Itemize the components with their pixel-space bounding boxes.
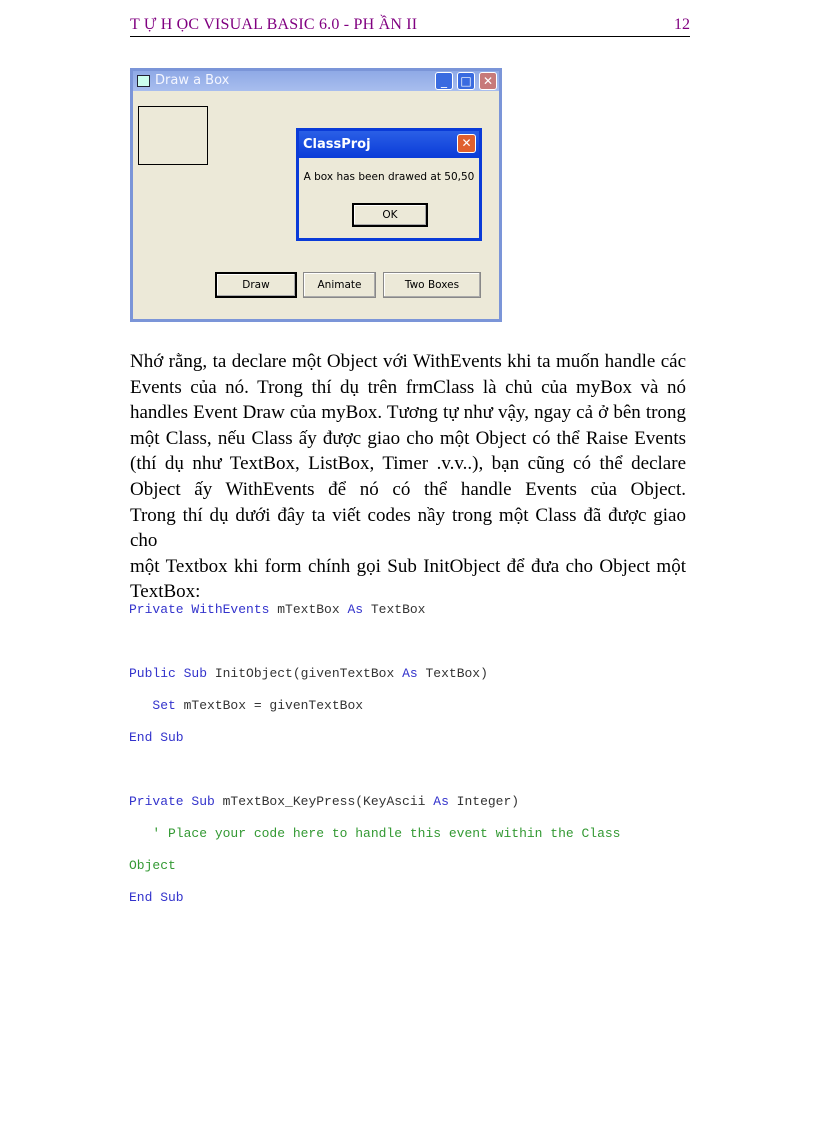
window-title: Draw a Box (155, 73, 230, 88)
paragraph-line: TextBox: (130, 581, 201, 603)
code-block (129, 602, 620, 906)
draw-a-box-window (130, 68, 502, 322)
keyword: Private (129, 602, 184, 617)
animate-button[interactable]: Animate (303, 272, 376, 298)
paragraph-line: Object ấy WithEvents để nó có thể handle Events của Object. (130, 478, 686, 500)
drawn-box (138, 106, 208, 165)
code-line (129, 602, 620, 618)
keyword: Sub (191, 794, 215, 809)
code-text: Integer) (448, 794, 520, 809)
paragraph-line: handles Event Draw của myBox. Tương tự như vậy, ngay cả ở bên trong (130, 402, 686, 424)
page-header (130, 14, 690, 37)
code-line: Object (129, 858, 176, 873)
keyword: As (402, 666, 418, 681)
paragraph-line: Nhớ rằng, ta declare một Object với WithEvents khi ta muốn handle các (130, 351, 686, 372)
body-paragraph (130, 349, 686, 605)
keyword: As (433, 794, 449, 809)
paragraph-line: Events của nó. Trong thí dụ trên frmClass là chủ của myBox và nó (130, 376, 686, 398)
code-text: TextBox (363, 602, 426, 617)
code-line (129, 794, 620, 810)
code-text: mTextBox_KeyPress(KeyAscii (214, 794, 434, 809)
dialog-message: A box has been drawed at 50,50 (303, 171, 475, 183)
paragraph-line: (thí dụ như TextBox, ListBox, Timer .v.v..), bạn cũng có thể declare (130, 453, 686, 475)
close-button[interactable]: ✕ (479, 72, 497, 90)
maximize-button[interactable]: □ (457, 72, 475, 90)
code-line (129, 826, 620, 842)
code-text: mTextBox (269, 602, 348, 617)
two-boxes-button[interactable]: Two Boxes (383, 272, 481, 298)
code-text: TextBox) (417, 666, 488, 681)
code-line: End Sub (129, 890, 184, 905)
paragraph-line: một Class, nếu Class ấy được giao cho một Object có thể Raise Events (130, 427, 686, 449)
keyword: Set (152, 698, 176, 713)
window-titlebar (133, 71, 499, 91)
code-line (129, 698, 620, 714)
paragraph-line: Trong thí dụ dưới đây ta viết codes nầy trong một Class đã được giao cho (130, 504, 686, 552)
code-text: InitObject(givenTextBox (207, 666, 403, 681)
code-line (129, 666, 620, 682)
keyword: Private (129, 794, 184, 809)
keyword: As (347, 602, 364, 617)
app-icon (137, 75, 150, 87)
paragraph-line: một Textbox khi form chính gọi Sub InitObject để đưa cho Object một (130, 555, 686, 577)
dialog-close-button[interactable]: ✕ (457, 134, 476, 153)
dialog-title: ClassProj (303, 137, 371, 152)
draw-button[interactable]: Draw (215, 272, 297, 298)
code-text: mTextBox = givenTextBox (175, 698, 364, 713)
keyword: Public (129, 666, 176, 681)
classproj-dialog (296, 128, 482, 241)
keyword: Sub (183, 666, 208, 681)
header-title: T Ự H ỌC VISUAL BASIC 6.0 - PH ẦN II (130, 16, 418, 33)
code-line: End Sub (129, 730, 184, 745)
keyword: WithEvents (191, 602, 270, 617)
ok-button[interactable]: OK (352, 203, 428, 227)
dialog-titlebar (299, 131, 479, 158)
minimize-button[interactable]: _ (435, 72, 453, 90)
code-comment: ' Place your code here to handle this event within the Class (152, 826, 621, 841)
page-number: 12 (674, 16, 690, 33)
